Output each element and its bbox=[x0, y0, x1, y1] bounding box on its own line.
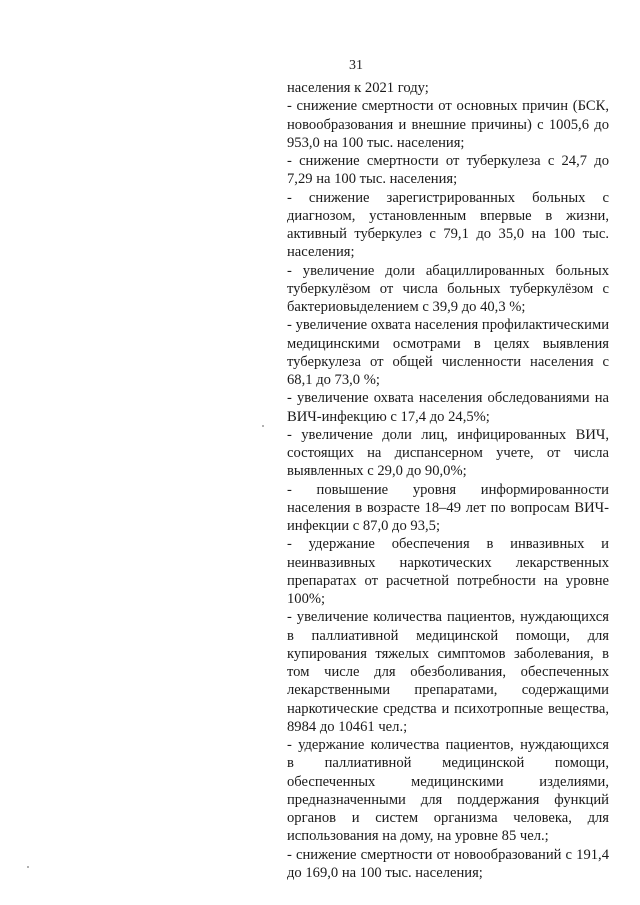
scan-speck bbox=[27, 866, 29, 868]
scan-speck bbox=[262, 425, 264, 427]
list-item: - снижение смертности от основных причин (БСК, новообразования и внешние причины) с 1005,6 до 953,0 на 100 тыс. населения; bbox=[287, 98, 609, 151]
document-text bbox=[287, 79, 609, 882]
list-item: - повышение уровня информированности населения в возрасте 18–49 лет по вопросам ВИЧ-инфекции с 87,0 до 93,5; bbox=[287, 481, 609, 534]
list-item: - снижение смертности от новообразований с 191,4 до 169,0 на 100 тыс. населения; bbox=[287, 846, 609, 881]
list-item: - увеличение доли абациллированных больных туберкулёзом от числа больных туберкулёзом с бактериовыделением с 39,9 до 40,3 %; bbox=[287, 262, 609, 315]
page-number: 31 bbox=[349, 58, 363, 73]
list-item: - увеличение доли лиц, инфицированных ВИЧ, состоящих на диспансерном учете, от числа выявленных с 29,0 до 90,0%; bbox=[287, 426, 609, 480]
list-item: - увеличение количества пациентов, нуждающихся в паллиативной медицинской помощи, для купирования тяжелых симптомов заболевания, в том числе для обезболивания, обеспеченных лекарственными препаратами, содержащими наркотические средства и психотропные вещества, 8984 до 10461 чел.; bbox=[287, 609, 609, 735]
list-item: - увеличение охвата населения обследованиями на ВИЧ-инфекцию с 17,4 до 24,5%; bbox=[287, 390, 609, 425]
list-item: - снижение смертности от туберкулеза с 24,7 до 7,29 на 100 тыс. населения; bbox=[287, 153, 609, 188]
list-item: - удержание обеспечения в инвазивных и неинвазивных наркотических лекарственных препаратах от расчетной потребности на уровне 100%; bbox=[287, 536, 609, 607]
list-item: - удержание количества пациентов, нуждающихся в паллиативной медицинской помощи, обеспеченных медицинскими изделиями, предназначенными для поддержания функций органов и систем организма человека, для использования на дому, на уровне 85 чел.; bbox=[287, 737, 609, 845]
list-item: - увеличение охвата населения профилактическими медицинскими осмотрами в целях выявления туберкулеза от общей численности населения с 68,1 до 73,0 %; bbox=[287, 317, 609, 388]
list-item: - снижение зарегистрированных больных с диагнозом, установленным впервые в жизни, активный туберкулез с 79,1 до 35,0 на 100 тыс. населения; bbox=[287, 189, 609, 261]
list-item: населения к 2021 году; bbox=[287, 80, 429, 96]
